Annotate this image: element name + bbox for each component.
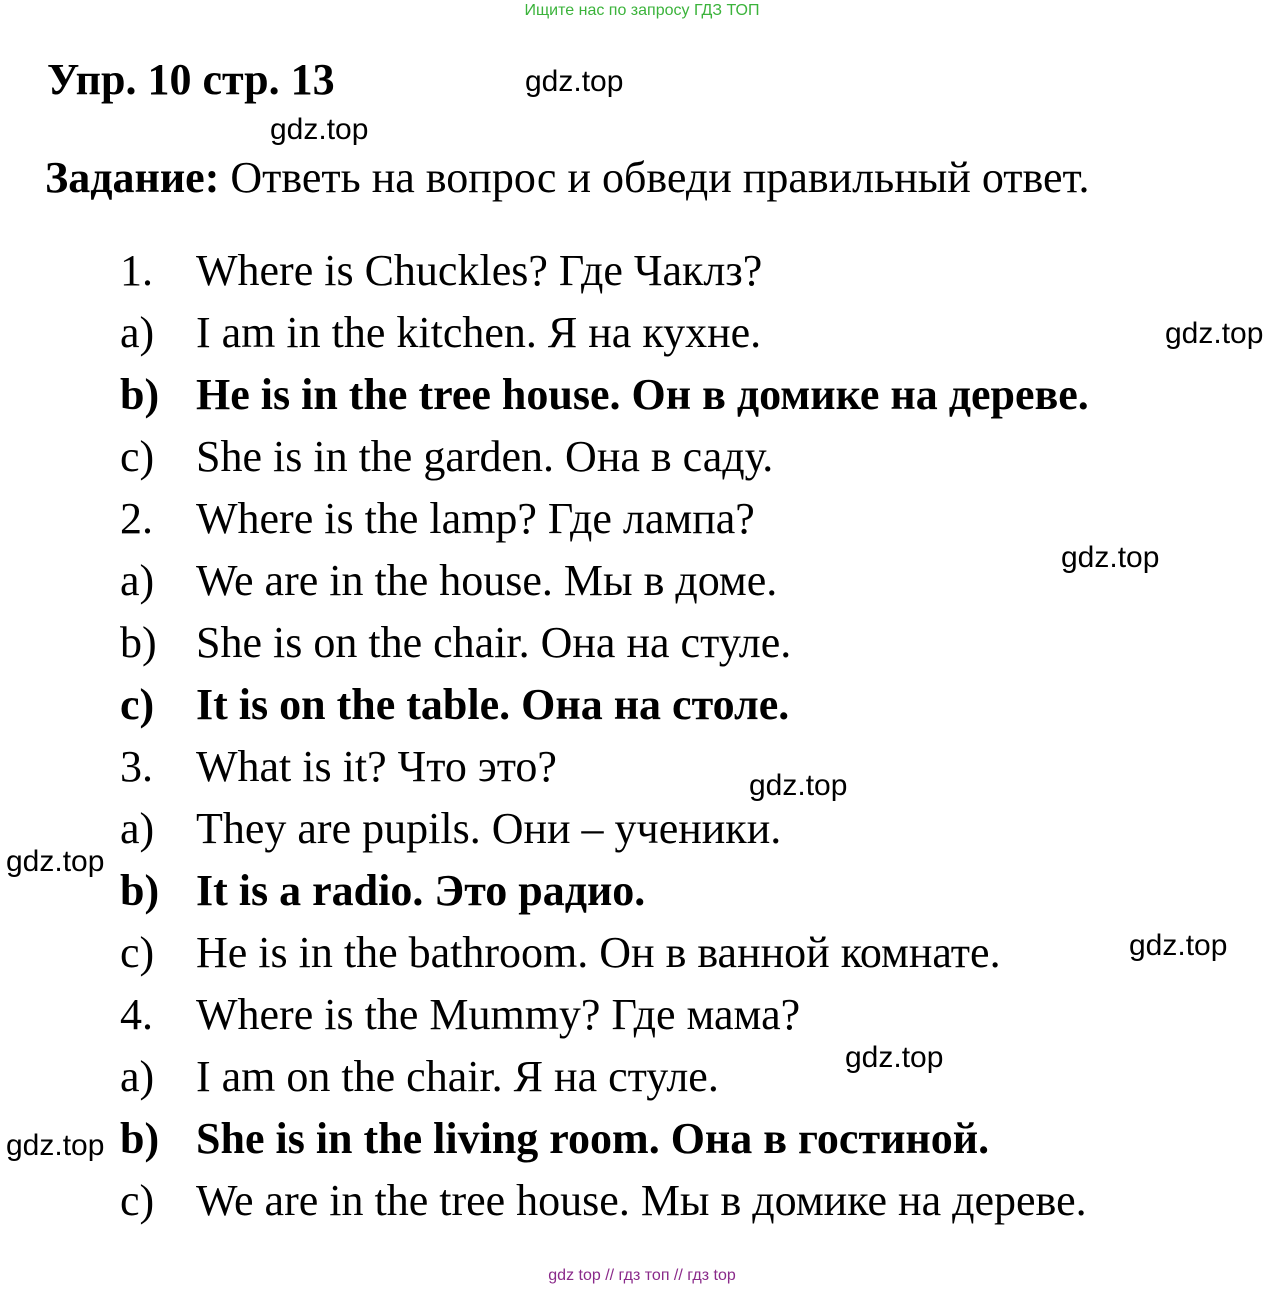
item-marker: b) <box>120 1114 160 1163</box>
task-instruction <box>45 150 1089 206</box>
item-marker: 4. <box>120 990 153 1039</box>
item-marker: b) <box>120 618 157 667</box>
item-marker: a) <box>120 804 155 853</box>
item-text: They are pupils. Они – ученики. <box>196 804 782 853</box>
item-marker: c) <box>120 928 155 977</box>
watermark: gdz.top <box>270 113 369 146</box>
watermark: gdz.top <box>6 845 105 878</box>
item-marker: a) <box>120 308 155 357</box>
item-marker: a) <box>120 556 155 605</box>
item-marker: 1. <box>120 246 153 295</box>
item-text: Where is the lamp? Где лампа? <box>196 494 755 543</box>
item-text: She is in the garden. Она в саду. <box>196 432 774 481</box>
item-text: We are in the house. Мы в доме. <box>196 556 778 605</box>
bottom-banner: gdz top // гдз топ // гдз top <box>548 1267 736 1284</box>
item-text: What is it? Что это? <box>196 742 557 791</box>
item-text: He is in the bathroom. Он в ванной комнате. <box>196 928 1001 977</box>
item-marker: b) <box>120 866 160 915</box>
item-marker: 2. <box>120 494 153 543</box>
item-marker: c) <box>120 680 155 729</box>
item-text: I am in the kitchen. Я на кухне. <box>196 308 762 357</box>
task-label: Задание: <box>45 153 220 202</box>
watermark: gdz.top <box>1129 929 1228 962</box>
task-text: Ответь на вопрос и обведи правильный ответ. <box>219 153 1090 202</box>
watermark: gdz.top <box>1061 541 1160 574</box>
item-text: Where is the Mummy? Где мама? <box>196 990 801 1039</box>
watermark: gdz.top <box>749 769 848 802</box>
item-text: We are in the tree house. Мы в домике на дереве. <box>196 1176 1087 1225</box>
watermark: gdz.top <box>845 1041 944 1074</box>
item-text: Where is Chuckles? Где Чаклз? <box>196 246 763 295</box>
item-marker: c) <box>120 432 155 481</box>
item-marker: 3. <box>120 742 153 791</box>
item-marker: b) <box>120 370 160 419</box>
item-marker: c) <box>120 1176 155 1225</box>
watermark: gdz.top <box>1165 317 1264 350</box>
watermark: gdz.top <box>6 1129 105 1162</box>
item-marker: a) <box>120 1052 155 1101</box>
item-text: It is a radio. Это радио. <box>196 866 646 915</box>
item-text: She is in the living room. Она в гостиной. <box>196 1114 990 1163</box>
item-text: I am on the chair. Я на стуле. <box>196 1052 719 1101</box>
watermark: gdz.top <box>525 65 624 98</box>
exercise-title: Упр. 10 стр. 13 <box>47 55 335 104</box>
item-text: It is on the table. Она на столе. <box>196 680 790 729</box>
item-text: He is in the tree house. Он в домике на дереве. <box>196 370 1089 419</box>
top-banner: Ищите нас по запросу ГДЗ ТОП <box>524 2 760 19</box>
item-text: She is on the chair. Она на стуле. <box>196 618 792 667</box>
